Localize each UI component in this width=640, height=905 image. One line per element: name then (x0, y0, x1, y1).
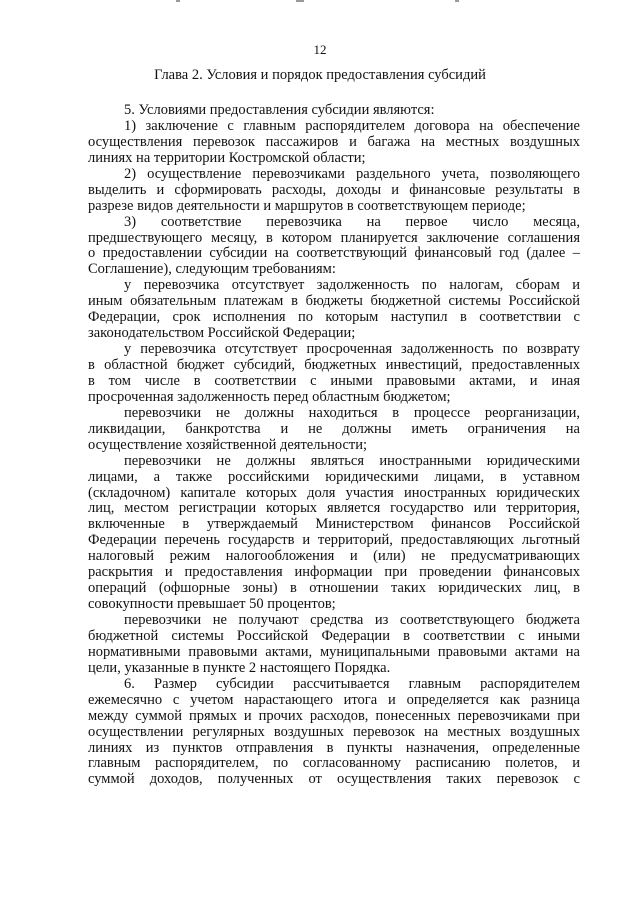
text-line: операций (офшорные зоны) в отношении таких юридических лиц, в (88, 580, 580, 597)
text-line: 5. Условиями предоставления субсидии являются: (124, 102, 435, 118)
text-line: совокупности превышает 50 процентов; (88, 596, 336, 613)
text-line: перевозчики не должны находиться в процессе реорганизации, (124, 404, 580, 421)
text-line: 1) заключение с главным распорядителем договора на обеспечение (124, 117, 580, 134)
text-line: главным распорядителем, по согласованному расписанию полетов, и (88, 755, 580, 772)
page-number: 12 (313, 42, 327, 57)
text-line: предшествующего месяцу, в котором планируется заключение соглашения (88, 229, 580, 246)
text-line: лицами, а также российскими юридическими лицами, в уставном (88, 468, 580, 485)
text-line: разрезе видов деятельности и маршрутов в соответствующем периоде; (88, 197, 526, 214)
text-line: линиях на территории Костромской области; (88, 149, 366, 166)
text-line: налоговый режим налогообложения и (или) не предусматривающих (88, 548, 580, 565)
text-line: о предоставлении субсидии на соответствующий финансовый год (далее – (88, 245, 580, 262)
text-line: между суммой прямых и прочих расходов, понесенных перевозчиками при (88, 707, 580, 724)
text-line: линиях из пунктов отправления в пункты назначения, определенные (88, 739, 580, 756)
text-line: осуществление хозяйственной деятельности; (88, 436, 368, 453)
text-line: (складочном) капитале которых доля участия иностранных юридических (88, 484, 580, 501)
text-line: законодательством Российской Федерации; (88, 325, 356, 342)
text-line: выделить и сформировать расходы, доходы и финансовые результаты в (88, 181, 580, 198)
text-line: раскрытия и предоставления информации при проведении финансовых (88, 564, 580, 581)
text-line: Федерации, срок исполнения по которым наступил в соответствии с (88, 309, 580, 326)
document-body (88, 103, 580, 788)
text-line: Федерации перечень государств и территорий, предоставляющих льготный (88, 532, 580, 549)
text-line: иным обязательным платежам в бюджеты бюджетной системы Российской (88, 293, 580, 310)
chapter-title: Глава 2. Условия и порядок предоставления субсидий (154, 67, 486, 83)
text-line: просроченная задолженность перед областным бюджетом; (88, 388, 451, 405)
text-line: ежемесячно с учетом нарастающего итога и определяется как разница (88, 691, 580, 708)
text-line: Соглашение), следующим требованиям: (88, 261, 336, 278)
text-line: осуществлении регулярных воздушных перевозок на местных воздушных (88, 723, 580, 740)
text-line: суммой доходов, полученных от осуществления таких перевозок с (88, 771, 580, 788)
text-line: в том числе в соответствии с иными правовыми актами, и иная (88, 372, 580, 389)
text-line: осуществления перевозок пассажиров и багажа на местных воздушных (88, 133, 580, 150)
text-line: бюджетной системы Российской Федерации в соответствии с иными (88, 627, 580, 644)
text-line: цели, указанные в пункте 2 настоящего Порядка. (88, 659, 391, 676)
text-line: 2) осуществление перевозчиками раздельного учета, позволяющего (124, 165, 580, 182)
text-line: ликвидации, банкротства и не должны иметь ограничения на (88, 420, 580, 437)
text-line: 6. Размер субсидии рассчитывается главным распорядителем (124, 675, 580, 692)
text-line: включенные в утверждаемый Министерством финансов Российской (88, 516, 580, 533)
text-line: у перевозчика отсутствует просроченная задолженность по возврату (124, 341, 580, 358)
text-line: лиц, местом регистрации которых является государство или территория, (88, 500, 580, 517)
text-line: перевозчики не должны являться иностранными юридическими (124, 452, 580, 469)
text-line: нормативными правовыми актами, муниципальными правовыми актами на (88, 643, 580, 660)
text-line: 3) соответствие перевозчика на первое число месяца, (124, 213, 580, 230)
text-line: перевозчики не получают средства из соответствующего бюджета (124, 612, 580, 628)
text-line: в областной бюджет субсидий, бюджетных инвестиций, предоставленных (88, 357, 580, 373)
scan-top-edge-marks (0, 0, 640, 6)
text-line: у перевозчика отсутствует задолженность по налогам, сборам и (124, 277, 580, 294)
